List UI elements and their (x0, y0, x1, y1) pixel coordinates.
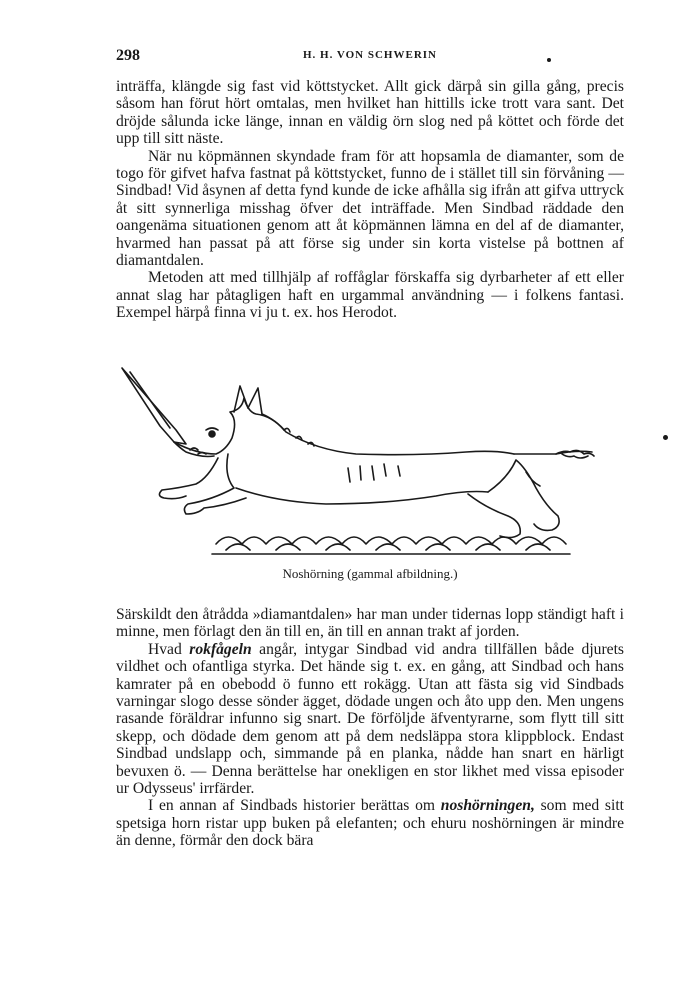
text-run: Hvad (148, 640, 182, 658)
running-head: H. H. VON SCHWERIN (302, 49, 437, 61)
paragraph: Metoden att med tillhjälp af roffåglar förskaffa sig dyrbarheter af ett eller annat slag har påtagligen haft en urgammal användning — i folkens fantasi. Exempel härpå finna vi ju t. ex. hos Herodot. (116, 269, 624, 322)
rhinoceros-illustration (116, 358, 624, 568)
paragraph (116, 797, 624, 849)
page-number: 298 (116, 47, 140, 64)
emphasized-term: rokfågeln (189, 640, 252, 658)
upper-text-block (116, 78, 624, 322)
caption-word: Noshörning (282, 566, 344, 581)
page-header (116, 47, 624, 67)
text-run: som med sitt spetsiga horn ristar upp buken på elefanten; och ehuru noshörningen är mindre än denne, förmår den dock bära (116, 797, 624, 850)
print-speck (547, 58, 551, 62)
paragraph: Särskildt den åtrådda »diamantdalen» har man under tidernas lopp ständigt haft i minne, men förlagt den än till en, än till en annan trakt af jorden. (116, 606, 624, 641)
lower-text-block (116, 606, 624, 850)
figure-caption (116, 566, 624, 582)
text-run: I en annan af Sindbads historier berättas om (148, 797, 436, 815)
print-speck (663, 435, 668, 440)
paragraph: inträffa, klängde sig fast vid köttstycket. Allt gick därpå sin gilla gång, precis såsom han förut hört omtalas, men hvilket han hittills icke trott vara sant. Det dröjde sålunda icke länge, innan en väldig örn slog ned på köttet och förde det upp till sitt näste. (116, 78, 624, 148)
caption-note: (gammal afbildning.) (347, 566, 458, 581)
emphasized-term: noshörningen, (440, 797, 535, 815)
text-run: angår, intygar Sindbad vid andra tillfällen både djurets vildhet och ofantliga styrka. Det hände sig t. ex. en gång, att Sindbad och hans kamrater på en obebodd ö funno ett rokägg. Utan att fästa sig vid Sindbads varningar slogo desse sönder ägget, dödade ungen och åto upp den. Men ungens rasande föräldrar infunno sig snart. De förföljde äfventyrarne, som flytt till sitt skepp, och dödade dem genom att på dem nedsläppa stora klippblock. Endast Sindbad undslapp och, simmande på en planka, nådde han snart en härligt bevuxen ö. — Denna berättelse har onekligen en stor likhet med vissa episoder ur Odysseus' irrfärder. (116, 640, 624, 798)
paragraph (116, 641, 624, 798)
paragraph: När nu köpmännen skyndade fram för att hopsamla de diamanter, som de togo för gifvet hafva fastnat på köttstycket, funno de i stället till sin förvåning — Sindbad! Vid åsynen af detta fynd kunde de icke afhålla sig ifrån att gifva uttryck åt sitt synnerliga misshag öfver det inträffade. Men Sindbad räddade den oangenäma situationen genom att åt köpmännen lämna en del af de diamanter, hvarmed han passat på att förse sig under sin korta vistelse på bottnen af diamantdalen. (116, 147, 625, 270)
